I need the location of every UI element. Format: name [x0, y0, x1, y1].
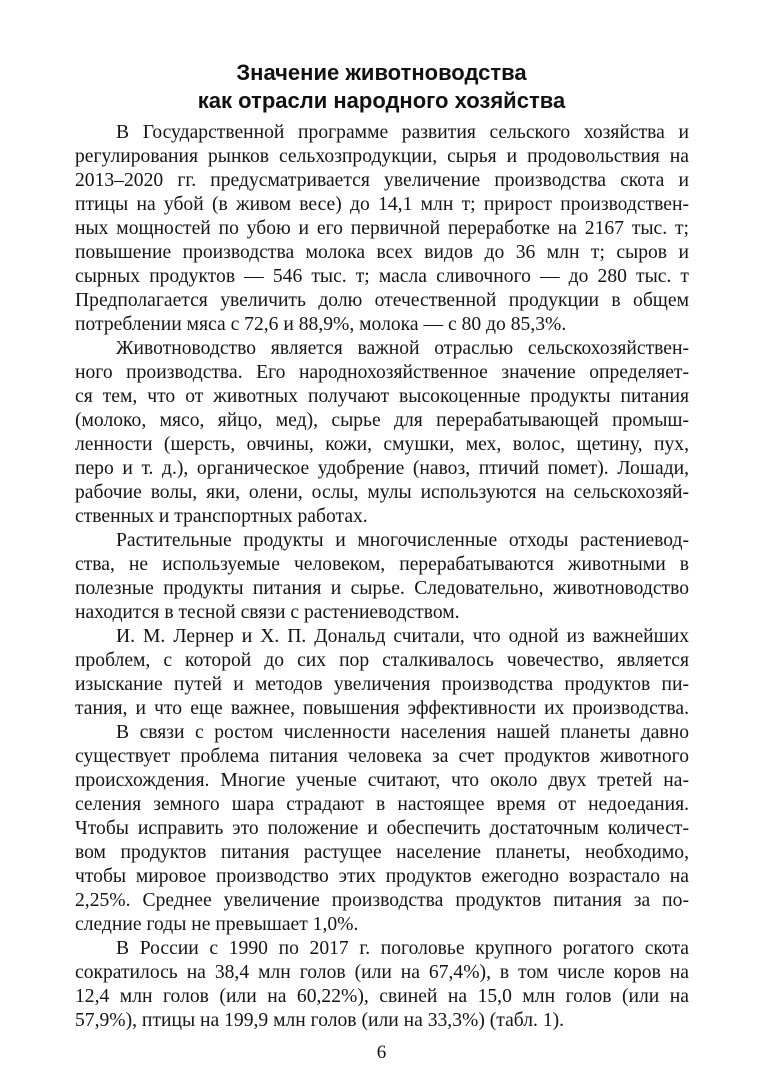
text-line: И. М. Лернер и Х. П. Дональд считали, что одной из важнейших [116, 626, 689, 647]
text-line: 2013–2020 гг. предусматривается увеличение производства скота и [75, 170, 689, 191]
text-line: перо и т. д.), органическое удобрение (навоз, птичий помет). Лошади, [75, 458, 689, 479]
text-line: селения земного шара страдают в настоящее время от недоедания. [75, 794, 689, 815]
text-line: птицы на убой (в живом весе) до 14,1 млн т; прирост производствен- [75, 194, 689, 215]
text-line: полезные продукты питания и сырье. Следовательно, животноводство [75, 578, 689, 599]
text-line: ся тем, что от животных получают высокоценные продукты питания [75, 386, 689, 407]
text-line: (молоко, мясо, яйцо, мед), сырье для перерабатывающей промыш- [75, 410, 689, 431]
page-title-line-2: как отрасли народного хозяйства [197, 88, 566, 113]
text-line: сократилось на 38,4 млн голов (или на 67,4%), в том числе коров на [75, 962, 689, 983]
text-line: Животноводство является важной отраслью сельскохозяйствен- [116, 338, 689, 359]
text-line: Чтобы исправить это положение и обеспечить достаточным количест- [75, 818, 689, 839]
page-number: 6 [376, 1042, 387, 1063]
text-line: Растительные продукты и многочисленные отходы растениевод- [116, 530, 689, 551]
text-line: ного производства. Его народнохозяйственное значение определяет- [75, 362, 689, 383]
text-line: В связи с ростом численности населения нашей планеты давно [116, 722, 689, 743]
text-line: находится в тесной связи с растениеводством. [75, 602, 460, 623]
text-line: ных мощностей по убою и его первичной переработке на 2167 тыс. т; [75, 218, 689, 239]
text-line: потреблении мяса с 72,6 и 88,9%, молока — с 80 до 85,3%. [75, 314, 567, 335]
text-line: существует проблема питания человека за счет продуктов животного [75, 746, 689, 767]
text-line: 57,9%), птицы на 199,9 млн голов (или на 33,3%) (табл. 1). [75, 1010, 565, 1031]
text-line: В России с 1990 по 2017 г. поголовье крупного рогатого скота [116, 938, 689, 959]
text-line: вом продуктов питания растущее население планеты, необходимо, [75, 842, 689, 863]
text-line: 12,4 млн голов (или на 60,22%), свиней на 15,0 млн голов (или на [75, 986, 689, 1007]
text-line: ства, не используемые человеком, перерабатываются животными в [75, 554, 689, 575]
text-line: сырных продуктов — 546 тыс. т; масла сливочного — до 280 тыс. т [75, 266, 689, 287]
text-line: регулирования рынков сельхозпродукции, сырья и продовольствия на [75, 146, 689, 167]
text-line: следние годы не превышает 1,0%. [75, 914, 359, 935]
text-line: ственных и транспортных работах. [75, 506, 368, 527]
text-line: рабочие волы, яки, олени, ослы, мулы используются на сельскохозяй- [75, 482, 689, 503]
text-line: проблем, с которой до сих пор сталкивалось човечество, является [75, 650, 689, 671]
text-line: 2,25%. Среднее увеличение производства продуктов питания за по- [75, 890, 689, 911]
text-line: В Государственной программе развития сельского хозяйства и [116, 122, 689, 143]
text-line: Предполагается увеличить долю отечественной продукции в общем [75, 290, 689, 311]
page-title-line-1: Значение животноводства [236, 60, 527, 85]
text-line: изыскание путей и методов увеличения производства продуктов пи- [75, 674, 689, 695]
text-line: чтобы мировое производство этих продуктов ежегодно возрастало на [75, 866, 689, 887]
text-line: повышение производства молока всех видов до 36 млн т; сыров и [75, 242, 689, 263]
text-line: происхождения. Многие ученые считают, что около двух третей на- [75, 770, 689, 791]
text-line: тания, и что еще важнее, повышения эффективности их производства. [75, 698, 689, 719]
text-line: ленности (шерсть, овчины, кожи, смушки, мех, волос, щетину, пух, [75, 434, 689, 455]
